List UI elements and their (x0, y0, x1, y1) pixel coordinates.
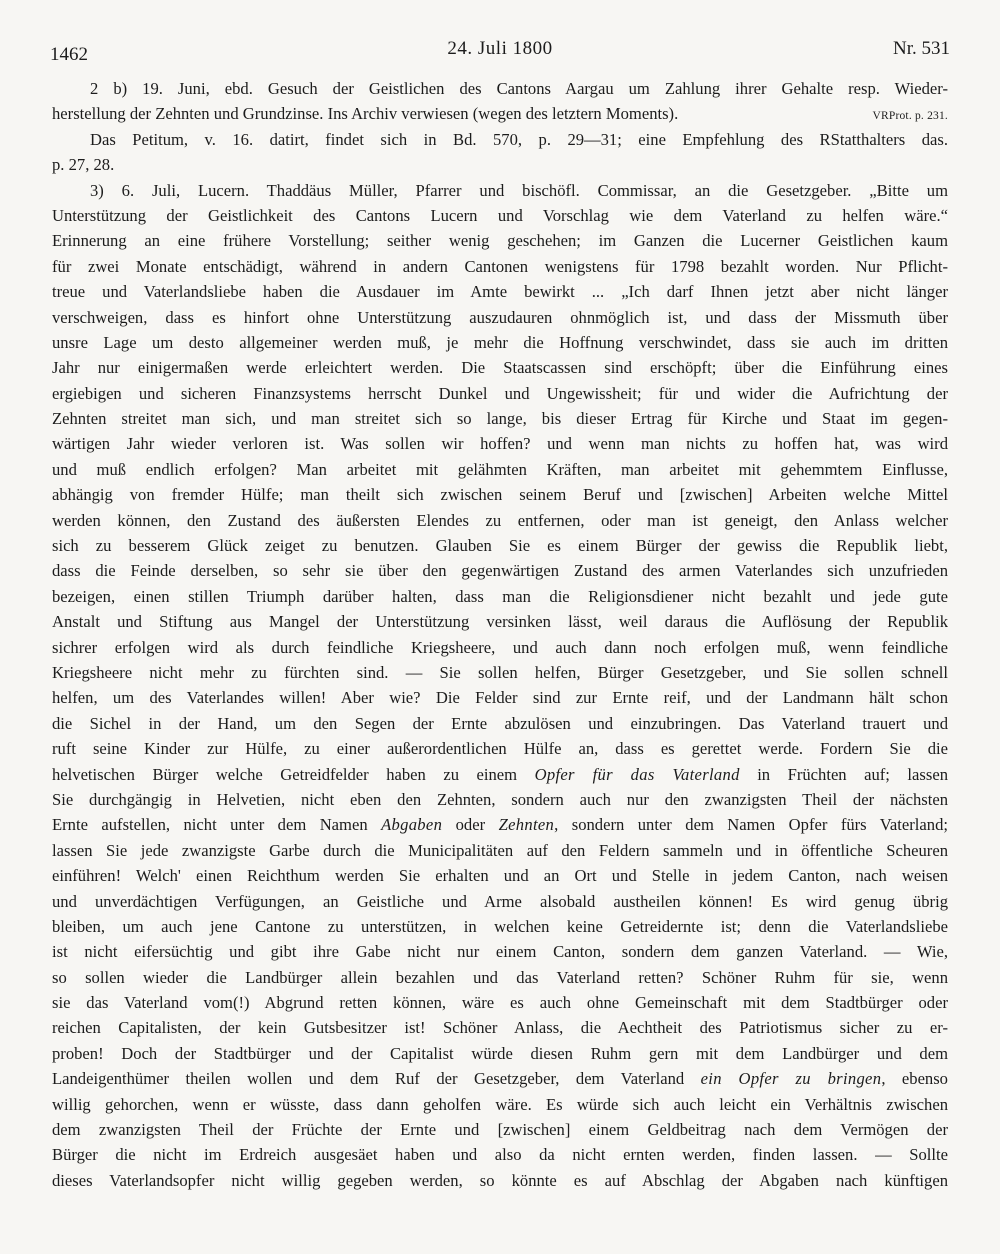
text-line: unsre Lage um desto allgemeiner werden muß, je mehr die Hoffnung verschwindet, dass sie auch im dritten (52, 332, 948, 352)
archive-reference: VRProt. p. 231. (872, 110, 948, 123)
text-line: Bürger die nicht im Erdreich ausgesäet haben und also da nicht ernten werden, finden lassen. — Sollte (52, 1145, 948, 1165)
text-line: sie das Vaterland vom(!) Abgrund retten können, wäre es auch ohne Gemeinschaft mit dem Stadtbürger oder (52, 993, 948, 1013)
text-line: die Sichel in der Hand, um den Segen der Ernte abzulösen und einzubringen. Das Vaterland trauert und (52, 713, 948, 733)
text-line: treue und Vaterlandsliebe haben die Ausdauer im Amte bewirkt ... „Ich darf Ihnen jetzt aber nicht länger (52, 282, 948, 302)
text-line: ergiebigen und sicheren Finanzsystems herrscht Dunkel und Ungewissheit; für und wider die Aufrichtung der (52, 383, 948, 403)
text-line: Sie durchgängig in Helvetien, nicht eben den Zehnten, sondern auch nur den zwanzigsten Theil der nächsten (52, 789, 948, 809)
text-segment: Ernte aufstellen, nicht unter dem Namen (52, 815, 382, 835)
text-line: werden können, den Zustand des äußersten Elendes zu entfernen, oder man ist geneigt, den Anlass welcher (52, 510, 948, 530)
text-line: reichen Capitalisten, der kein Gutsbesitzer ist! Schöner Anlass, die Aechtheit des Patriotismus sicher zu er- (52, 1018, 948, 1038)
italic-phrase: Abgaben (381, 815, 443, 835)
text-line-content: herstellung der Zehnten und Grundzinse. Ins Archiv verwiesen (wegen des letztern Moments). (52, 104, 679, 124)
text-segment: in Früchten auf; lassen (739, 764, 948, 784)
text-segment: oder (442, 815, 499, 835)
text-line: abhängig von fremder Hülfe; man theilt sich zwischen seinem Beruf und [zwischen] Arbeiten welche Mittel (52, 485, 948, 505)
text-line: Kriegsheere nicht mehr zu fürchten sind. — Sie sollen helfen, Bürger Gesetzgeber, und Sie sollen schnell (52, 662, 948, 682)
text-line: sich zu besserem Glück zeiget zu benutzen. Glauben Sie es einem Bürger der gewiss die Republik liebt, (52, 536, 948, 556)
body-text (52, 76, 948, 1193)
italic-phrase: Zehnten (498, 815, 555, 835)
text-line: 2 b) 19. Juni, ebd. Gesuch der Geistlichen des Cantons Aargau um Zahlung ihrer Gehalte resp. Wieder- (90, 79, 948, 98)
text-line: ist nicht eifersüchtig und gibt ihre Gabe nicht nur einem Canton, sondern dem ganzen Vaterland. — Wie, (52, 942, 948, 962)
text-line: sichrer erfolgen wird als durch feindliche Kriegsheere, und auch dann noch erfolgen muß, wenn feindliche (52, 637, 948, 657)
text-line: bleiben, um auch jene Cantone zu unterstützen, in welchen keine Getreidernte ist; denn die Vaterlandsliebe (52, 916, 948, 936)
italic-phrase: ein Opfer zu bringen (700, 1069, 882, 1089)
text-line: dass die Feinde derselben, so sehr sie über den gegenwärtigen Zustand des armen Vaterlandes sich unzufrieden (52, 561, 948, 581)
text-segment: Landeigenthümer theilen wollen und dem Ruf der Gesetzgeber, dem Vaterland (52, 1069, 701, 1089)
text-line: helfen, um des Vaterlandes willen! Aber wie? Die Felder sind zur Ernte reif, und der Landmann hält schon (52, 688, 948, 708)
text-segment: , ebenso (881, 1069, 948, 1089)
text-line: Zehnten streitet man sich, und man streitet sich so lange, bis dieser Ertrag für Kirche und Staat im gegen- (52, 409, 948, 429)
text-line: dieses Vaterlandsopfer nicht willig gegeben werden, so könnte es auf Abschlag der Abgaben nach künftigen (52, 1170, 948, 1190)
text-line: verschweigen, dass es hinfort ohne Unterstützung auszudauren ohnmöglich ist, und dass der Missmuth über (52, 307, 948, 327)
text-line (52, 762, 948, 787)
text-line: p. 27, 28. (52, 155, 115, 175)
text-line: Das Petitum, v. 16. datirt, findet sich in Bd. 570, p. 29—31; eine Empfehlung des RStatthalters das. (90, 129, 948, 149)
text-line (52, 812, 948, 837)
text-line: und muß endlich erfolgen? Man arbeitet mit gelähmten Kräften, man arbeitet mit gehemmtem Einflusse, (52, 459, 948, 479)
text-line: für zwei Monate entschädigt, während in andern Cantonen wenigstens für 1798 bezahlt worden. Nur Pflicht- (52, 256, 948, 276)
text-line: und unverdächtigen Verfügungen, an Geistliche und Arme alsobald austheilen können! Es wird genug übrig (52, 891, 948, 911)
text-line (52, 1066, 948, 1091)
text-line: bezeigen, einen stillen Triumph darüber halten, dass man die Religionsdiener nicht bezahlt und jede gute (52, 586, 948, 606)
text-line: 3) 6. Juli, Lucern. Thaddäus Müller, Pfarrer und bischöfl. Commissar, an die Gesetzgeber. „Bitte um (90, 180, 948, 200)
page-number: 1462 (50, 44, 88, 65)
text-line: Anstalt und Stiftung aus Mangel der Unterstützung versinken lässt, weil daraus die Auflösung der Republik (52, 612, 948, 632)
text-line: Erinnerung an eine frühere Vorstellung; seither wenig geschehen; im Ganzen die Lucerner Geistlichen kaum (52, 231, 948, 251)
running-title-date: 24. Juli 1800 (447, 38, 553, 59)
text-line: willig gehorchen, wenn er wüsste, dass dann geholfen wäre. Es würde sich auch leicht ein Verhältnis zwischen (52, 1094, 948, 1114)
text-line: Jahr nur einigermaßen werde erleichtert werden. Die Staatscassen sind erschöpft; über die Einführung eines (52, 358, 948, 378)
text-line: proben! Doch der Stadtbürger und der Capitalist würde diesen Ruhm gern mit dem Landbürger und dem (52, 1043, 948, 1063)
italic-phrase: Opfer für das Vaterland (534, 764, 740, 784)
page-header (50, 38, 950, 68)
text-line: einführen! Welch' einen Reichthum werden Sie erhalten und an Ort und Stelle in jedem Canton, nach weisen (52, 866, 948, 886)
text-segment: , sondern unter dem Namen Opfer fürs Vaterland; (554, 815, 948, 835)
text-segment: helvetischen Bürger welche Getreidfelder haben zu einem (52, 764, 535, 784)
document-number: Nr. 531 (893, 38, 950, 59)
text-line: Unterstützung der Geistlichkeit des Cantons Lucern und Vorschlag wie dem Vaterland zu helfen wäre.“ (52, 205, 948, 225)
text-line: ruft seine Kinder zur Hülfe, zu einer außerordentlichen Hülfe an, dass es gerettet werde. Fordern Sie die (52, 739, 948, 759)
text-line: lassen Sie jede zwanzigste Garbe durch die Municipalitäten auf den Feldern sammeln und in öffentliche Scheuren (52, 840, 948, 860)
text-line: dem zwanzigsten Theil der Früchte der Ernte und [zwischen] einem Geldbeitrag nach dem Vermögen der (52, 1120, 948, 1140)
text-line (52, 101, 948, 126)
text-line: wärtigen Jahr wieder verloren ist. Was sollen wir hoffen? und wenn man nichts zu hoffen hat, was wird (52, 434, 948, 454)
text-line: so sollen wieder die Landbürger allein bezahlen und das Vaterland retten? Schöner Ruhm für sie, wenn (52, 967, 948, 987)
